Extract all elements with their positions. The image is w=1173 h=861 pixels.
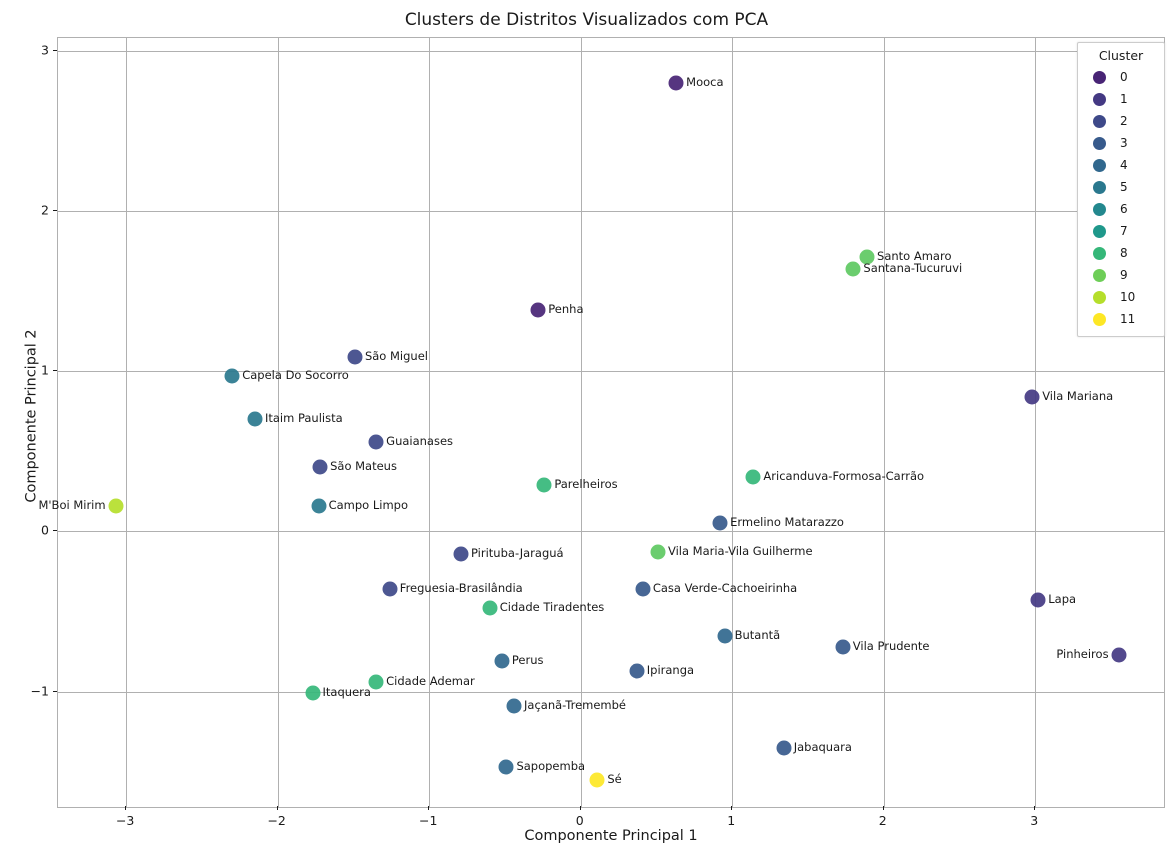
- gridline-horizontal: [58, 371, 1164, 372]
- y-tick-label: 1: [41, 362, 49, 378]
- gridline-horizontal: [58, 531, 1164, 532]
- legend-label: 9: [1120, 268, 1128, 282]
- scatter-point-label: Casa Verde-Cachoeirinha: [652, 581, 798, 596]
- scatter-point: [1111, 647, 1126, 662]
- scatter-point: [305, 686, 320, 701]
- gridline-horizontal: [58, 211, 1164, 212]
- y-tick-label: −1: [30, 683, 49, 699]
- scatter-point: [835, 639, 850, 654]
- legend-label: 1: [1120, 92, 1128, 106]
- scatter-point-label: Freguesia-Brasilândia: [399, 581, 523, 596]
- legend-item: [1084, 154, 1158, 176]
- scatter-point-label: Santo Amaro: [877, 249, 952, 264]
- scatter-point-label: Sapopemba: [516, 758, 586, 773]
- gridline-horizontal: [58, 692, 1164, 693]
- scatter-point: [108, 498, 123, 513]
- legend-item: [1084, 176, 1158, 198]
- x-axis-label: Componente Principal 1: [524, 828, 698, 844]
- legend-swatch: [1093, 93, 1106, 106]
- legend-swatch: [1093, 181, 1106, 194]
- y-tick-label: 0: [41, 522, 49, 538]
- legend-swatch: [1093, 225, 1106, 238]
- scatter-point-label: Itaquera: [322, 685, 371, 700]
- scatter-point: [225, 369, 240, 384]
- x-tickmark: [1034, 806, 1035, 810]
- legend-label: 11: [1120, 312, 1136, 326]
- y-axis-label: Componente Principal 2: [23, 329, 40, 503]
- legend-swatch: [1093, 159, 1106, 172]
- scatter-point: [247, 412, 262, 427]
- scatter-point-label: Mooca: [686, 74, 724, 89]
- legend: [1077, 42, 1165, 337]
- scatter-point-label: Vila Maria-Vila Guilherme: [667, 544, 813, 559]
- y-tick-label: 3: [41, 42, 49, 58]
- scatter-point: [482, 601, 497, 616]
- x-tick-label: −3: [115, 813, 135, 828]
- x-tickmark: [580, 806, 581, 810]
- x-tickmark: [883, 806, 884, 810]
- legend-label: 4: [1120, 158, 1128, 172]
- scatter-point: [846, 261, 861, 276]
- x-tick-label: −1: [418, 813, 438, 828]
- scatter-point: [494, 654, 509, 669]
- legend-swatch: [1093, 247, 1106, 260]
- legend-swatch: [1093, 269, 1106, 282]
- y-tickmark: [53, 691, 57, 692]
- x-tickmark: [731, 806, 732, 810]
- legend-label: 8: [1120, 246, 1128, 260]
- legend-item: [1084, 198, 1158, 220]
- scatter-point-label: Aricanduva-Formosa-Carrão: [763, 468, 925, 483]
- scatter-point: [1025, 389, 1040, 404]
- plot-area: [38, 37, 1165, 808]
- scatter-point-label: Parelheiros: [554, 476, 618, 491]
- x-tick-label: 0: [575, 813, 584, 828]
- scatter-point: [669, 75, 684, 90]
- x-tick-label: −2: [267, 813, 286, 828]
- legend-item: [1084, 242, 1158, 264]
- scatter-point: [590, 772, 605, 787]
- scatter-point-label: Itaim Paulista: [264, 411, 343, 426]
- scatter-point-label: Butantã: [734, 627, 781, 642]
- scatter-point: [382, 582, 397, 597]
- legend-label: 7: [1120, 224, 1128, 238]
- scatter-point-label: São Mateus: [330, 459, 397, 474]
- scatter-point: [499, 759, 514, 774]
- scatter-point-label: M'Boi Mirim: [38, 497, 106, 512]
- legend-swatch: [1093, 137, 1106, 150]
- scatter-point: [347, 349, 362, 364]
- legend-label: 5: [1120, 180, 1128, 194]
- scatter-point-label: Cidade Tiradentes: [499, 600, 605, 615]
- scatter-point-label: Pinheiros: [1056, 646, 1109, 661]
- legend-label: 0: [1120, 70, 1128, 84]
- scatter-point: [635, 582, 650, 597]
- scatter-point-label: Vila Mariana: [1042, 388, 1114, 403]
- scatter-point: [531, 303, 546, 318]
- scatter-point-label: Sé: [607, 771, 622, 786]
- scatter-point-label: Ermelino Matarazzo: [730, 515, 844, 530]
- gridline-horizontal: [58, 51, 1164, 52]
- legend-label: 3: [1120, 136, 1128, 150]
- legend-item: [1084, 264, 1158, 286]
- legend-label: 2: [1120, 114, 1128, 128]
- x-tick-label: 1: [727, 813, 736, 828]
- legend-swatch: [1093, 203, 1106, 216]
- scatter-point-label: Jabaquara: [793, 739, 852, 754]
- scatter-point: [776, 740, 791, 755]
- legend-title: Cluster: [1098, 48, 1144, 63]
- scatter-point-label: Vila Prudente: [852, 638, 930, 653]
- y-tickmark: [53, 50, 57, 51]
- legend-swatch: [1093, 115, 1106, 128]
- legend-label: 10: [1120, 290, 1136, 304]
- legend-item: [1084, 220, 1158, 242]
- legend-item: [1084, 88, 1158, 110]
- scatter-point: [313, 460, 328, 475]
- scatter-point-label: Penha: [548, 302, 584, 317]
- legend-swatch: [1093, 291, 1106, 304]
- scatter-point-label: São Miguel: [364, 348, 428, 363]
- legend-item: [1084, 286, 1158, 308]
- scatter-point-label: Pirituba-Jaraguá: [471, 545, 564, 560]
- legend-item: [1084, 66, 1158, 88]
- scatter-point-label: Ipiranga: [646, 662, 695, 677]
- x-tick-label: 3: [1030, 813, 1039, 828]
- x-tickmark: [277, 806, 278, 810]
- legend-swatch: [1093, 71, 1106, 84]
- legend-item: [1084, 308, 1158, 330]
- scatter-point: [507, 699, 522, 714]
- scatter-point-label: Campo Limpo: [328, 497, 408, 512]
- scatter-point-label: Perus: [511, 653, 544, 668]
- scatter-point: [717, 628, 732, 643]
- legend-item: [1084, 132, 1158, 154]
- scatter-point: [629, 663, 644, 678]
- legend-item: [1084, 110, 1158, 132]
- scatter-point-label: Lapa: [1048, 592, 1077, 607]
- scatter-point: [746, 469, 761, 484]
- x-tick-label: 2: [878, 813, 887, 828]
- scatter-point: [369, 434, 384, 449]
- y-tickmark: [53, 370, 57, 371]
- x-tickmark: [428, 806, 429, 810]
- scatter-point-label: Jaçanã-Tremembé: [524, 698, 627, 713]
- x-tickmark: [125, 806, 126, 810]
- y-tick-label: 2: [41, 202, 49, 218]
- legend-rows: [1084, 66, 1158, 330]
- scatter-point: [650, 545, 665, 560]
- scatter-point-label: Santana-Tucuruvi: [863, 260, 963, 275]
- legend-label: 6: [1120, 202, 1128, 216]
- chart-title: Clusters de Distritos Visualizados com PCA: [404, 10, 769, 30]
- scatter-point-label: Guaianases: [386, 433, 454, 448]
- scatter-point: [454, 546, 469, 561]
- scatter-point-label: Cidade Ademar: [386, 674, 475, 689]
- y-tickmark: [53, 210, 57, 211]
- scatter-point: [311, 498, 326, 513]
- scatter-point-label: Capela Do Socorro: [242, 368, 349, 383]
- legend-swatch: [1093, 313, 1106, 326]
- scatter-point: [537, 477, 552, 492]
- y-tickmark: [53, 530, 57, 531]
- scatter-point: [713, 516, 728, 531]
- scatter-point: [1031, 593, 1046, 608]
